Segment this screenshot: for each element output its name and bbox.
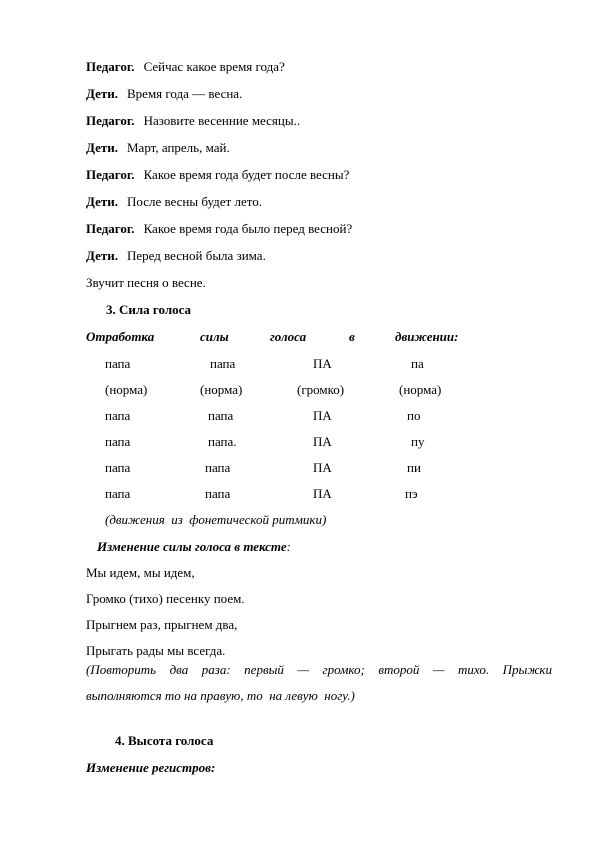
- dialogue-text: Время года — весна.: [127, 86, 243, 101]
- text-heading-label: Изменение силы голоса в тексте: [97, 539, 287, 554]
- dialogue-text: Какое время года будет после весны?: [143, 167, 350, 182]
- speaker-label: Дети.: [86, 248, 118, 263]
- table-cell: папа: [205, 460, 231, 475]
- dialogue-line: [86, 221, 352, 237]
- instruction-line: (Повторить два раза: первый — громко; второй — тихо. Прыжки: [86, 662, 552, 677]
- table-cell: папа: [105, 460, 131, 475]
- table-cell: (норма): [399, 382, 442, 397]
- dialogue-line: [86, 59, 285, 75]
- section-subtitle: Изменение регистров:: [86, 760, 216, 775]
- poem-line: Прыгнем раз, прыгнем два,: [86, 617, 238, 632]
- speaker-label: Педагог.: [86, 221, 135, 236]
- subtitle-word: в: [349, 329, 355, 344]
- subtitle-word: Отработка: [86, 329, 155, 344]
- dialogue-text: Перед весной была зима.: [127, 248, 266, 263]
- dialogue-line: [86, 86, 242, 102]
- song-line: Звучит песня о весне.: [86, 275, 206, 290]
- poem-line: Громко (тихо) песенку поем.: [86, 591, 245, 606]
- table-cell: папа: [105, 408, 131, 423]
- table-cell: ПА: [313, 460, 332, 475]
- subtitle-word: движении:: [395, 329, 459, 344]
- dialogue-line: [86, 194, 262, 210]
- speaker-label: Педагог.: [86, 113, 135, 128]
- dialogue-text: Какое время года было перед весной?: [143, 221, 353, 236]
- dialogue-line: [86, 248, 266, 264]
- table-cell: ПА: [313, 486, 332, 501]
- table-cell: пи: [407, 460, 421, 475]
- speaker-label: Дети.: [86, 86, 118, 101]
- table-cell: ПА: [313, 408, 332, 423]
- dialogue-line: [86, 140, 230, 156]
- table-cell: пу: [411, 434, 425, 449]
- table-cell: папа: [210, 356, 236, 371]
- table-cell: (громко): [297, 382, 345, 397]
- movement-note: (движения из фонетической ритмики): [105, 512, 327, 527]
- table-cell: ПА: [313, 356, 332, 371]
- table-cell: папа.: [208, 434, 237, 449]
- dialogue-text: После весны будет лето.: [127, 194, 262, 209]
- table-cell: пэ: [405, 486, 418, 501]
- table-cell: папа: [105, 356, 131, 371]
- dialogue-text: Сейчас какое время года?: [143, 59, 285, 74]
- table-cell: (норма): [105, 382, 148, 397]
- table-cell: па: [411, 356, 424, 371]
- table-cell: папа: [208, 408, 234, 423]
- subtitle-word: силы: [200, 329, 229, 344]
- dialogue-line: [86, 113, 300, 129]
- section-heading: 3. Сила голоса: [106, 302, 192, 317]
- speaker-label: Педагог.: [86, 59, 135, 74]
- table-cell: папа: [105, 486, 131, 501]
- table-cell: папа: [105, 434, 131, 449]
- poem-line: Мы идем, мы идем,: [86, 565, 195, 580]
- speaker-label: Дети.: [86, 194, 118, 209]
- text-heading: [97, 539, 291, 555]
- speaker-label: Педагог.: [86, 167, 135, 182]
- dialogue-text: Назовите весенние месяцы..: [143, 113, 301, 128]
- table-cell: папа: [205, 486, 231, 501]
- table-cell: по: [407, 408, 421, 423]
- section-heading: 4. Высота голоса: [115, 733, 214, 748]
- table-cell: ПА: [313, 434, 332, 449]
- subtitle-word: голоса: [270, 329, 307, 344]
- poem-line: Прыгать рады мы всегда.: [86, 643, 226, 658]
- dialogue-text: Март, апрель, май.: [127, 140, 230, 155]
- dialogue-line: [86, 167, 349, 183]
- table-cell: (норма): [200, 382, 243, 397]
- instruction-line: выполняются то на правую, то на левую ногу.): [86, 688, 355, 703]
- speaker-label: Дети.: [86, 140, 118, 155]
- text-heading-colon: :: [286, 539, 291, 554]
